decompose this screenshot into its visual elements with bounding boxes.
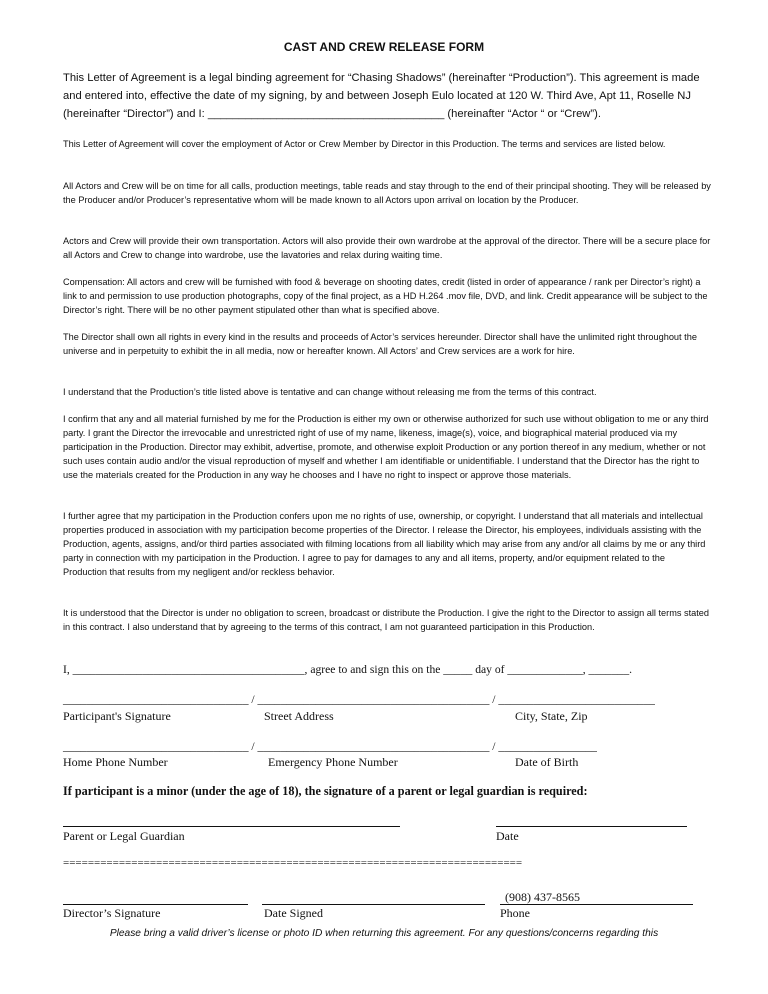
date-of-birth-label: Date of Birth — [515, 755, 579, 769]
date-signed-label: Date Signed — [264, 906, 323, 920]
director-signature-label: Director’s Signature — [63, 906, 161, 920]
paragraph-title-tentative: I understand that the Production’s title listed above is tentative and can change without releasing me from the terms of this contract. — [63, 387, 597, 397]
phone-info-line[interactable]: ________________________________ / ________________________________________ / _________________ — [63, 740, 597, 753]
guardian-date-label: Date — [496, 829, 519, 843]
date-signed-line[interactable] — [262, 904, 485, 905]
director-phone-line — [500, 904, 693, 905]
paragraph-no-obligation: It is understood that the Director is under no obligation to screen, broadcast or distribute the Production. I give the right to the Director to assign all terms stated in this contract. I also understand that by agreeing to the terms of this contract, I am not guaranteed participation in this Production. — [63, 608, 710, 633]
guardian-signature-line[interactable] — [63, 826, 400, 827]
agree-sign-line[interactable]: I, ________________________________________, agree to and sign this on the _____ day of _____________, _______. — [63, 663, 633, 676]
director-phone-value: (908) 437-8565 — [505, 890, 580, 904]
footer-note: Please bring a valid driver’s license or photo ID when returning this agreement. For any questions/concerns regarding this — [109, 928, 659, 939]
paragraph-compensation: Compensation: All actors and crew will be furnished with food & beverage on shooting dates, credit (listed in order of appearance / rank per Director’s right) a link to and permission to use production photographs, copy of the final project, as a HD H.264 .mov file, DVD, and link. Credit appearance will be subject to the Director’s right. There will be no other payment stipulated other than what is specified above. — [63, 277, 708, 316]
form-title: CAST AND CREW RELEASE FORM — [283, 40, 485, 54]
emergency-phone-label: Emergency Phone Number — [268, 755, 398, 769]
paragraph-transportation: Actors and Crew will provide their own transportation. Actors will also provide their own wardrobe at the approval of the director. There will be a secure place for all Actors and Crew to change into wardrobe, use the lavatories and relax during waiting time. — [63, 236, 711, 261]
guardian-date-line[interactable] — [496, 826, 687, 827]
guardian-label: Parent or Legal Guardian — [63, 829, 185, 843]
street-address-label: Street Address — [264, 709, 334, 723]
director-signature-line[interactable] — [63, 904, 248, 905]
participant-info-line[interactable]: ________________________________ / ________________________________________ / ___________________________ — [63, 693, 655, 706]
home-phone-label: Home Phone Number — [63, 755, 168, 769]
paragraph-employment: This Letter of Agreement will cover the employment of Actor or Crew Member by Director in this Production. The terms and services are listed below. — [63, 139, 666, 149]
city-state-zip-label: City, State, Zip — [515, 709, 588, 723]
intro-paragraph: This Letter of Agreement is a legal binding agreement for “Chasing Shadows” (hereinafter “Production”). This agreement is made and entered into, effective the date of my signing, by and between Joseph Eulo located at 120 W. Third Ave, Apt 11, Roselle NJ (hereinafter “Director”) and I: ______________________________________ (hereinafter “Actor “ or “Crew”). — [63, 72, 700, 120]
paragraph-rights: The Director shall own all rights in every kind in the results and proceeds of Actor’s services hereunder. Director shall have the unlimited right throughout the universe and in perpetuity to exhibit the in all media, now or hereafter known. All Actors’ and Crew services are a work for hire. — [63, 332, 697, 357]
paragraph-material-confirmation: I confirm that any and all material furnished by me for the Production is either my own or otherwise authorized for such use without obligation to me or any third party. I grant the Director the irrevocable and unrestricted right of use of my name, likeness, image(s), voice, and biographical material produced via my participation in the Production. Director may exhibit, advertise, promote, and otherwise exploit Production or any portion thereof in any medium, whether or not such uses contain audio and/or the visual reproduction of myself and whether I am identifiable or unidentifiable. I understand that the Director has the right to use the materials created for the Production in any way he chooses and I have no right to inspect or approve those materials. — [63, 414, 709, 481]
section-separator: ========================================================================== — [63, 857, 523, 869]
minor-notice: If participant is a minor (under the age of 18), the signature of a parent or legal guardian is required: — [63, 784, 588, 798]
phone-label: Phone — [500, 906, 530, 920]
paragraph-no-ownership: I further agree that my participation in the Production confers upon me no rights of use, ownership, or copyright. I understand that all materials and intellectual properties produced in association with my participation become properties of the Director. I release the Director, his employees, individuals assisting with the Production, agents, assigns, and/or third parties associated with filming locations from all liability which may arise from any and/or all claims by me or any third party in connection with my participation in the Production. I agree to pay for damages to any and all items, property, and/or equipment related to the Production that results from my negligent and/or reckless behavior. — [63, 511, 706, 578]
participant-signature-label: Participant's Signature — [63, 709, 171, 723]
paragraph-attendance: All Actors and Crew will be on time for all calls, production meetings, table reads and stay through to the end of their principal shooting. They will be released by the Producer and/or Producer’s representative whom will be made known to all Actors upon arrival on location by the Producer. — [63, 181, 711, 206]
